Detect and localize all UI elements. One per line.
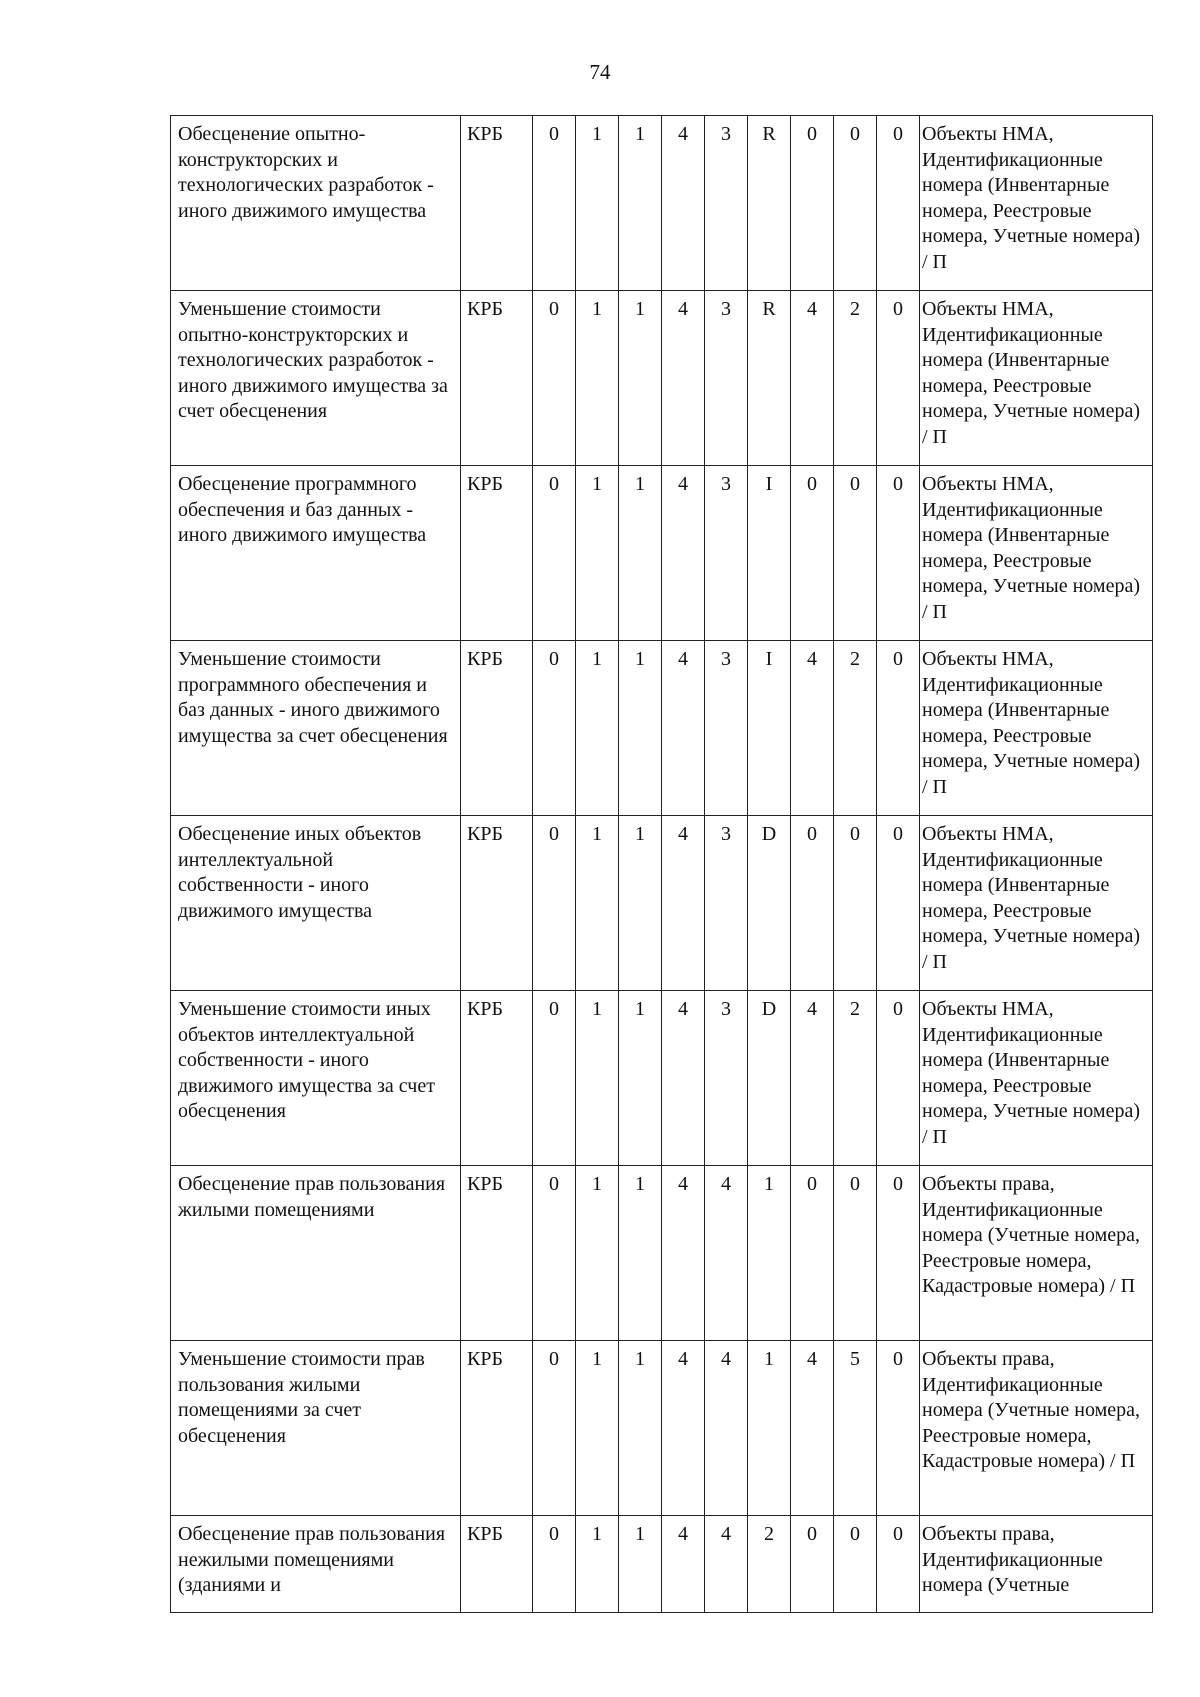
account-code-digit-cell: 4 bbox=[662, 816, 705, 991]
account-name-cell: Уменьшение стоимости программного обеспечения и баз данных - иного движимого имущества за счет обесценения bbox=[171, 641, 461, 816]
account-code-digit-cell: 1 bbox=[619, 641, 662, 816]
account-code-digit-cell: 1 bbox=[619, 291, 662, 466]
account-code-digit-cell: 0 bbox=[533, 116, 576, 291]
account-code-digit-cell: 0 bbox=[877, 291, 920, 466]
account-code-digit-cell: 4 bbox=[791, 641, 834, 816]
table-row bbox=[171, 291, 1153, 466]
account-code-digit-cell: 4 bbox=[662, 1166, 705, 1341]
table-row bbox=[171, 1166, 1153, 1341]
account-code-digit-cell: 2 bbox=[834, 991, 877, 1166]
account-code-digit-cell: 4 bbox=[705, 1516, 748, 1613]
account-code-digit-cell: 1 bbox=[576, 1341, 619, 1516]
account-code-digit-cell: 0 bbox=[877, 1341, 920, 1516]
analytics-description-cell: Объекты права, Идентификационные номера (Учетные номера, Реестровые номера, Кадастровые номера) / П bbox=[920, 1166, 1153, 1341]
account-name-cell: Обесценение прав пользования нежилыми помещениями (зданиями и bbox=[171, 1516, 461, 1613]
account-code-digit-cell: 1 bbox=[619, 1341, 662, 1516]
account-code-digit-cell: 0 bbox=[533, 466, 576, 641]
account-code-digit-cell: 1 bbox=[576, 116, 619, 291]
account-code-digit-cell: R bbox=[748, 116, 791, 291]
account-code-digit-cell: 1 bbox=[576, 1166, 619, 1341]
account-code-digit-cell: 0 bbox=[533, 641, 576, 816]
account-code-digit-cell: 0 bbox=[834, 466, 877, 641]
account-code-digit-cell: 0 bbox=[791, 1166, 834, 1341]
account-code-digit-cell: 3 bbox=[705, 991, 748, 1166]
account-code-digit-cell: 1 bbox=[748, 1341, 791, 1516]
account-code-digit-cell: 0 bbox=[533, 991, 576, 1166]
account-code-digit-cell: D bbox=[748, 816, 791, 991]
account-code-digit-cell: 5 bbox=[834, 1341, 877, 1516]
account-code-digit-cell: 0 bbox=[791, 116, 834, 291]
account-code-digit-cell: 0 bbox=[834, 816, 877, 991]
account-code-digit-cell: 0 bbox=[834, 116, 877, 291]
account-name-cell: Уменьшение стоимости прав пользования жилыми помещениями за счет обесценения bbox=[171, 1341, 461, 1516]
account-code-digit-cell: 4 bbox=[662, 1516, 705, 1613]
account-code-digit-cell: 3 bbox=[705, 116, 748, 291]
account-code-digit-cell: 4 bbox=[662, 291, 705, 466]
account-code-digit-cell: 1 bbox=[748, 1166, 791, 1341]
account-code-digit-cell: 3 bbox=[705, 466, 748, 641]
account-code-digit-cell: 1 bbox=[576, 991, 619, 1166]
account-code-digit-cell: 4 bbox=[791, 291, 834, 466]
account-code-digit-cell: 4 bbox=[662, 466, 705, 641]
analytics-description-cell: Объекты права, Идентификационные номера (Учетные bbox=[920, 1516, 1153, 1613]
account-code-digit-cell: 0 bbox=[877, 991, 920, 1166]
table-row bbox=[171, 991, 1153, 1166]
account-code-digit-cell: 4 bbox=[662, 641, 705, 816]
table-row bbox=[171, 641, 1153, 816]
account-code-digit-cell: 4 bbox=[662, 991, 705, 1166]
account-code-digit-cell: 1 bbox=[619, 1516, 662, 1613]
source-cell: КРБ bbox=[461, 466, 533, 641]
account-code-digit-cell: 0 bbox=[533, 291, 576, 466]
table-row bbox=[171, 116, 1153, 291]
analytics-description-cell: Объекты НМА, Идентификационные номера (Инвентарные номера, Реестровые номера, Учетные номера) / П bbox=[920, 991, 1153, 1166]
account-name-cell: Обесценение опытно-конструкторских и технологических разработок - иного движимого имущества bbox=[171, 116, 461, 291]
table-row bbox=[171, 466, 1153, 641]
account-code-digit-cell: 3 bbox=[705, 816, 748, 991]
account-code-digit-cell: 0 bbox=[834, 1166, 877, 1341]
account-code-digit-cell: 3 bbox=[705, 641, 748, 816]
account-code-digit-cell: 4 bbox=[791, 991, 834, 1166]
table-row bbox=[171, 1341, 1153, 1516]
account-code-digit-cell: 1 bbox=[576, 816, 619, 991]
source-cell: КРБ bbox=[461, 991, 533, 1166]
source-cell: КРБ bbox=[461, 1341, 533, 1516]
account-code-digit-cell: 2 bbox=[748, 1516, 791, 1613]
analytics-description-cell: Объекты НМА, Идентификационные номера (Инвентарные номера, Реестровые номера, Учетные номера) / П bbox=[920, 466, 1153, 641]
account-code-digit-cell: 0 bbox=[877, 641, 920, 816]
source-cell: КРБ bbox=[461, 1166, 533, 1341]
account-code-digit-cell: 0 bbox=[877, 1516, 920, 1613]
account-code-digit-cell: 4 bbox=[705, 1341, 748, 1516]
analytics-description-cell: Объекты НМА, Идентификационные номера (Инвентарные номера, Реестровые номера, Учетные номера) / П bbox=[920, 116, 1153, 291]
account-code-digit-cell: 1 bbox=[619, 816, 662, 991]
analytics-description-cell: Объекты права, Идентификационные номера (Учетные номера, Реестровые номера, Кадастровые номера) / П bbox=[920, 1341, 1153, 1516]
analytics-description-cell: Объекты НМА, Идентификационные номера (Инвентарные номера, Реестровые номера, Учетные номера) / П bbox=[920, 641, 1153, 816]
accounts-table bbox=[170, 115, 1153, 1613]
account-name-cell: Уменьшение стоимости иных объектов интеллектуальной собственности - иного движимого имущества за счет обесценения bbox=[171, 991, 461, 1166]
analytics-description-cell: Объекты НМА, Идентификационные номера (Инвентарные номера, Реестровые номера, Учетные номера) / П bbox=[920, 291, 1153, 466]
account-code-digit-cell: 1 bbox=[619, 466, 662, 641]
account-code-digit-cell: 2 bbox=[834, 641, 877, 816]
account-code-digit-cell: 0 bbox=[533, 816, 576, 991]
account-code-digit-cell: 0 bbox=[877, 816, 920, 991]
account-code-digit-cell: 0 bbox=[533, 1341, 576, 1516]
source-cell: КРБ bbox=[461, 1516, 533, 1613]
account-code-digit-cell: 4 bbox=[662, 1341, 705, 1516]
account-code-digit-cell: 0 bbox=[533, 1166, 576, 1341]
table-row bbox=[171, 816, 1153, 991]
account-name-cell: Обесценение прав пользования жилыми помещениями bbox=[171, 1166, 461, 1341]
table-body bbox=[171, 116, 1153, 1613]
analytics-description-cell: Объекты НМА, Идентификационные номера (Инвентарные номера, Реестровые номера, Учетные номера) / П bbox=[920, 816, 1153, 991]
account-code-digit-cell: 3 bbox=[705, 291, 748, 466]
account-code-digit-cell: 1 bbox=[576, 641, 619, 816]
account-code-digit-cell: 0 bbox=[791, 1516, 834, 1613]
account-code-digit-cell: 2 bbox=[834, 291, 877, 466]
account-code-digit-cell: 1 bbox=[619, 1166, 662, 1341]
account-code-digit-cell: 4 bbox=[705, 1166, 748, 1341]
account-code-digit-cell: 1 bbox=[576, 291, 619, 466]
account-code-digit-cell: 1 bbox=[576, 466, 619, 641]
account-code-digit-cell: 1 bbox=[619, 991, 662, 1166]
account-code-digit-cell: I bbox=[748, 466, 791, 641]
source-cell: КРБ bbox=[461, 291, 533, 466]
account-code-digit-cell: 0 bbox=[877, 466, 920, 641]
account-code-digit-cell: 0 bbox=[877, 1166, 920, 1341]
source-cell: КРБ bbox=[461, 116, 533, 291]
account-name-cell: Уменьшение стоимости опытно-конструкторских и технологических разработок - иного движимого имущества за счет обесценения bbox=[171, 291, 461, 466]
page-number: 74 bbox=[589, 60, 611, 84]
account-name-cell: Обесценение иных объектов интеллектуальной собственности - иного движимого имущества bbox=[171, 816, 461, 991]
account-code-digit-cell: 4 bbox=[791, 1341, 834, 1516]
account-code-digit-cell: 1 bbox=[619, 116, 662, 291]
account-code-digit-cell: 4 bbox=[662, 116, 705, 291]
account-code-digit-cell: 0 bbox=[791, 816, 834, 991]
account-code-digit-cell: 0 bbox=[877, 116, 920, 291]
table-row bbox=[171, 1516, 1153, 1613]
source-cell: КРБ bbox=[461, 816, 533, 991]
account-code-digit-cell: D bbox=[748, 991, 791, 1166]
account-code-digit-cell: 0 bbox=[791, 466, 834, 641]
account-code-digit-cell: 1 bbox=[576, 1516, 619, 1613]
account-code-digit-cell: R bbox=[748, 291, 791, 466]
account-code-digit-cell: 0 bbox=[834, 1516, 877, 1613]
account-code-digit-cell: 0 bbox=[533, 1516, 576, 1613]
account-name-cell: Обесценение программного обеспечения и баз данных - иного движимого имущества bbox=[171, 466, 461, 641]
source-cell: КРБ bbox=[461, 641, 533, 816]
account-code-digit-cell: I bbox=[748, 641, 791, 816]
